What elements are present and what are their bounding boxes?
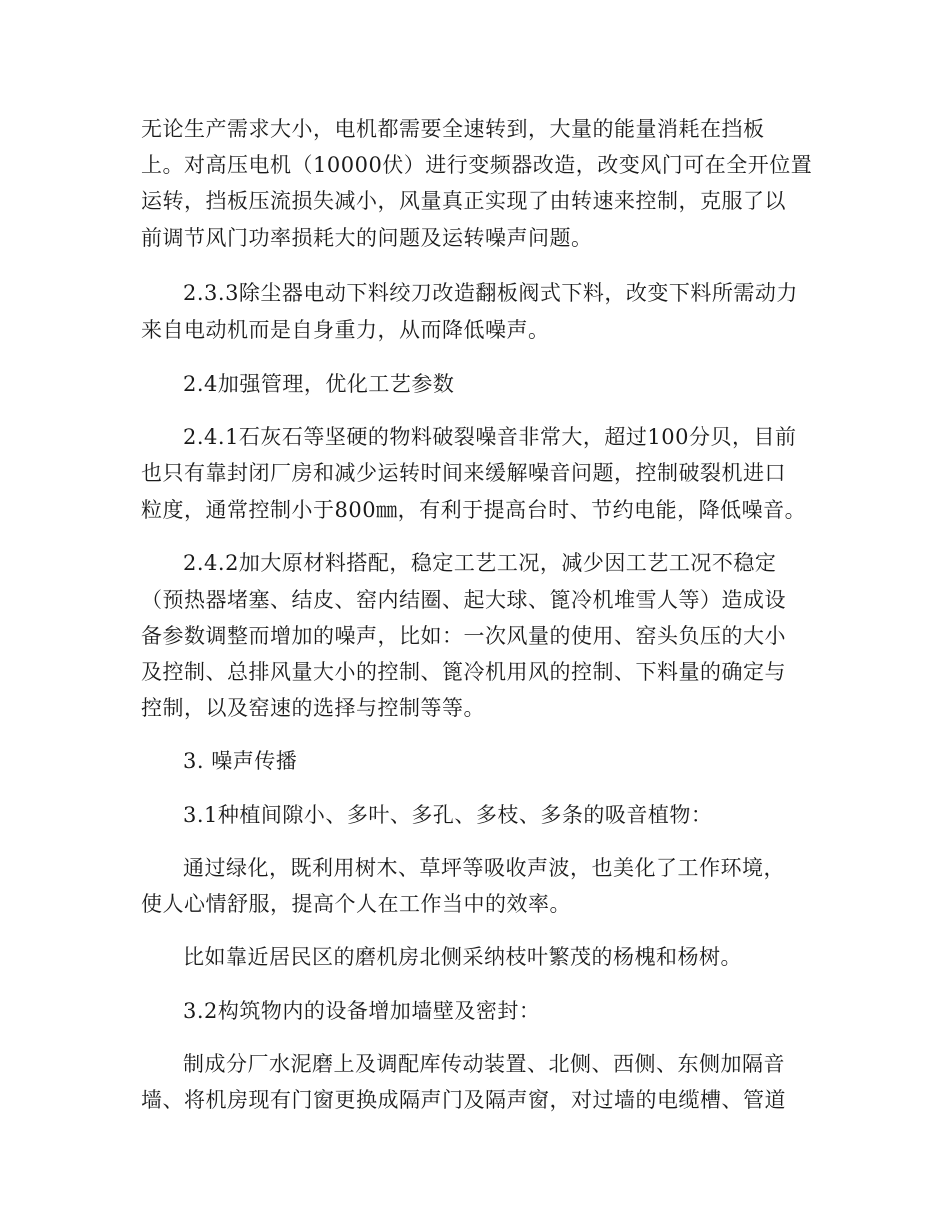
text-line: 墙、将机房现有门窗更换成隔声门及隔声窗，对过墙的电缆槽、管道 — [141, 1088, 786, 1112]
text-line: 比如靠近居民区的磨机房北侧采纳枝叶繁茂的杨槐和杨树。 — [183, 945, 742, 969]
text-line: 2.4.1石灰石等坚硬的物料破裂噪音非常大，超过100分贝，目前 — [183, 425, 797, 449]
text-line: 无论生产需求大小，电机都需要全速转到，大量的能量消耗在挡板 — [141, 117, 765, 141]
text-line: 上。对高压电机（10000伏）进行变频器改造，改变风门可在全开位置 — [141, 153, 813, 177]
text-line: （预热器堵塞、结皮、窑内结圈、起大球、篦冷机堆雪人等）造成设 — [141, 588, 786, 612]
text-line: 来自电动机而是自身重力，从而降低噪声。 — [141, 318, 550, 342]
text-line: 通过绿化，既利用树木、草坪等吸收声波，也美化了工作环境， — [183, 856, 785, 880]
subsection-heading: 3.1种植间隙小、多叶、多孔、多枝、多条的吸音植物： — [183, 803, 713, 827]
text-line: 2.4.2加大原材料搭配，稳定工艺工况，减少因工艺工况不稳定 — [183, 551, 777, 575]
text-line: 及控制、总排风量大小的控制、篦冷机用风的控制、下料量的确定与 — [141, 660, 786, 684]
section-heading: 3. 噪声传播 — [183, 749, 298, 773]
text-line: 控制，以及窑速的选择与控制等等。 — [141, 696, 485, 720]
text-line: 运转，挡板压流损失减小，风量真正实现了由转速来控制，克服了以 — [141, 189, 786, 213]
text-line: 制成分厂水泥磨上及调配库传动装置、北侧、西侧、东侧加隔音 — [183, 1052, 785, 1076]
text-line: 粒度，通常控制小于800㎜，有利于提高台时、节约电能，降低噪音。 — [141, 498, 807, 522]
subsection-heading: 3.2构筑物内的设备增加墙壁及密封： — [183, 999, 541, 1023]
text-line: 前调节风门功率损耗大的问题及运转噪声问题。 — [141, 226, 593, 250]
text-line: 也只有靠封闭厂房和减少运转时间来缓解噪音问题，控制破裂机进口 — [141, 461, 786, 485]
text-line: 备参数调整而增加的噪声，比如：一次风量的使用、窑头负压的大小 — [141, 624, 786, 648]
section-heading: 2.4加强管理，优化工艺参数 — [183, 372, 455, 396]
text-line: 2.3.3除尘器电动下料绞刀改造翻板阀式下料，改变下料所需动力 — [183, 281, 798, 305]
text-line: 使人心情舒服，提高个人在工作当中的效率。 — [141, 892, 571, 916]
